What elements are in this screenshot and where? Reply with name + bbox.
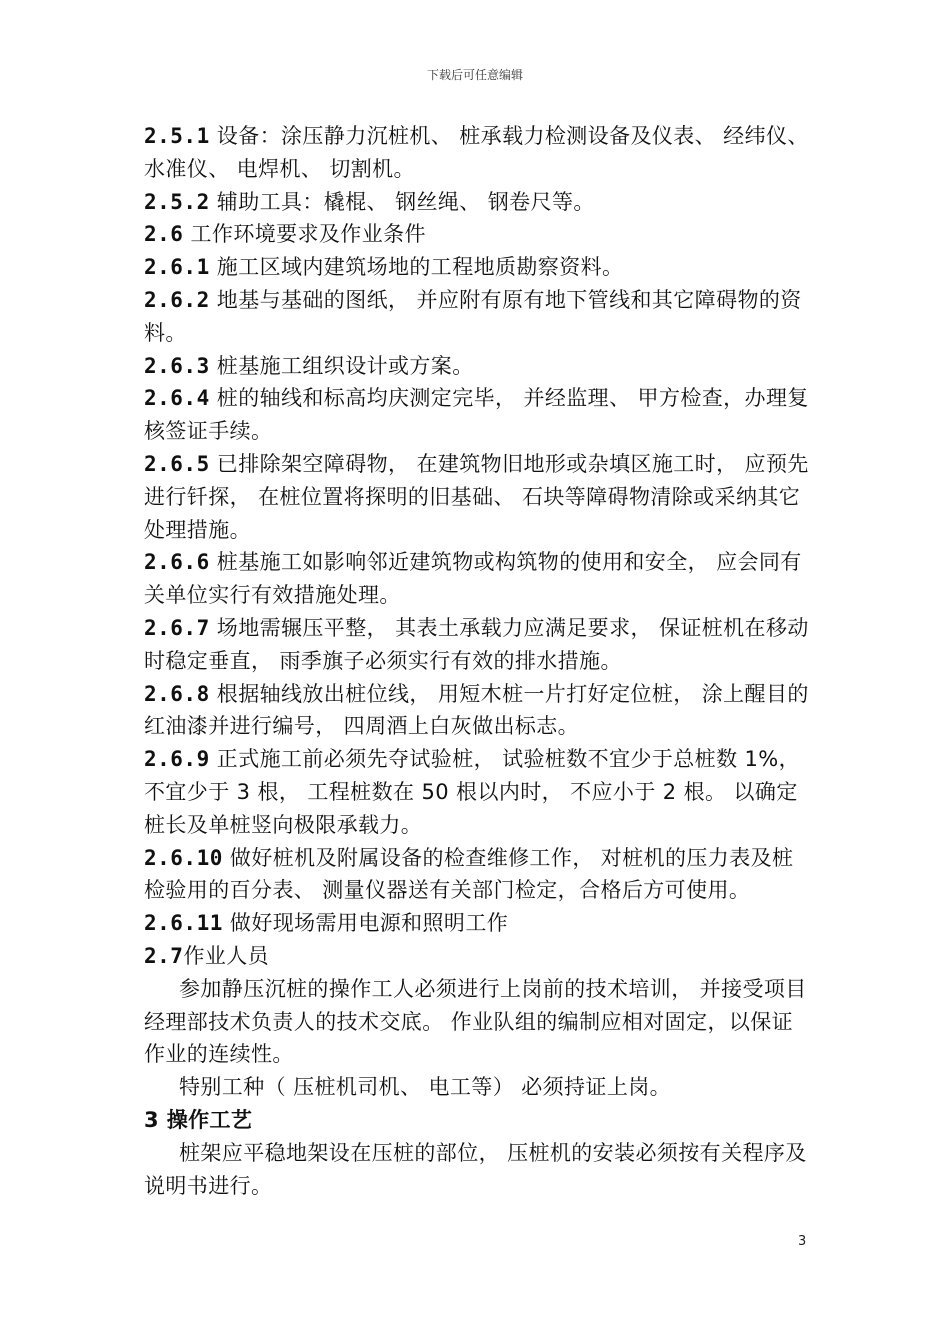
clause-number: 2.6.7 [144,615,210,640]
clause-number: 2.6.2 [144,287,210,312]
paragraph-2-5-2 [144,186,812,219]
clause-text: 施工区域内建筑场地的工程地质勘察资料。 [209,255,624,280]
paragraph-2-6-2 [144,284,812,350]
paragraph-2-6-10 [144,842,812,908]
section-3-paragraph: 桩架应平稳地架设在压桩的部位， 压桩机的安装必须按有关程序及说明书进行。 [144,1140,807,1198]
clause-number: 2.7 [144,943,184,968]
clause-text: 设备：涂压静力沉桩机、 桩承载力检测设备及仪表、 经纬仪、 水准仪、 电焊机、 切割机。 [144,124,809,181]
clause-number: 2.6.3 [144,353,210,378]
paragraph-2-6-6 [144,546,812,612]
paragraph-2-6-3 [144,350,812,383]
paragraph-2-6-7 [144,612,812,678]
paragraph-2-5-1 [144,120,812,186]
clause-text: 桩的轴线和标高均庆测定完毕， 并经监理、 甲方检查，办理复核签证手续。 [144,386,809,444]
paragraph-2-6-8 [144,678,812,744]
clause-number: 2.6.1 [144,255,210,280]
paragraph-2-6 [144,218,812,251]
clause-text: 已排除架空障碍物， 在建筑物旧地形或杂填区施工时， 应预先进行钎探， 在桩位置将探明的旧基础、 石块等障碍物清除或采纳其它处理措施。 [144,451,809,542]
clause-text: 做好桩机及附属设备的检查维修工作， 对桩机的压力表及桩检验用的百分表、 测量仪器送有关部门检定，合格后方可使用。 [144,845,794,903]
paragraph-2-6-5 [144,448,812,546]
paragraph-2-6-9 [144,743,812,841]
special-workers-paragraph: 特别工种（ 压桩机司机、 电工等） 必须持证上岗。 [179,1075,672,1100]
page-header: 下载后可任意编辑 [426,68,523,82]
clause-text: 做好现场需用电源和照明工作 [222,911,509,936]
clause-number: 2.6.6 [144,550,210,575]
paragraph-2-7 [144,940,812,973]
clause-number: 2.6.11 [144,911,223,936]
staff-training-paragraph: 参加静压沉桩的操作工人必须进行上岗前的技术培训， 并接受项目经理部技术负责人的技术交底。 作业队组的编制应相对固定，以保证作业的连续性。 [144,976,807,1067]
clause-text: 正式施工前必须先夺试验桩， 试验桩数不宜少于总桩数 1%， 不宜少于 3 根， 工程桩数在 50 根以内时， 不应小于 2 根。 以确定桩长及单桩竖向极限承载力。 [144,747,801,837]
paragraph-2-6-1 [144,251,812,284]
clause-number: 2.6.5 [144,451,210,476]
clause-number: 2.6.10 [144,845,223,870]
clause-text: 工作环境要求及作业条件 [183,222,426,247]
clause-text: 场地需辗压平整， 其表土承载力应满足要求， 保证桩机在移动时稳定垂直， 雨季旗子必须实行有效的排水措施。 [144,615,809,673]
clause-number: 2.6.8 [144,681,210,706]
clause-text: 根据轴线放出桩位线， 用短木桩一片打好定位桩， 涂上醒目的红油漆并进行编号， 四周酒上白灰做出标志。 [144,681,809,739]
section-3-heading: 3 操作工艺 [144,1107,253,1132]
clause-text: 桩基施工组织设计或方案。 [209,353,474,378]
paragraph-2-6-11 [144,907,812,940]
clause-text: 作业人员 [183,943,270,968]
clause-number: 2.6.9 [144,747,210,772]
clause-number: 2.6 [144,222,184,247]
page-number: 3 [798,1234,807,1249]
clause-text: 桩基施工如影响邻近建筑物或构筑物的使用和安全， 应会同有关单位实行有效措施处理。 [144,550,802,608]
document-body [144,120,812,1202]
clause-number: 2.6.4 [144,386,210,411]
clause-number: 2.5.2 [144,189,210,214]
clause-text: 辅助工具：橇棍、 钢丝绳、 钢卷尺等。 [209,189,595,214]
clause-text: 地基与基础的图纸， 并应附有原有地下管线和其它障碍物的资料。 [144,287,802,345]
clause-number: 2.5.1 [144,124,210,148]
paragraph-2-6-4 [144,382,812,448]
